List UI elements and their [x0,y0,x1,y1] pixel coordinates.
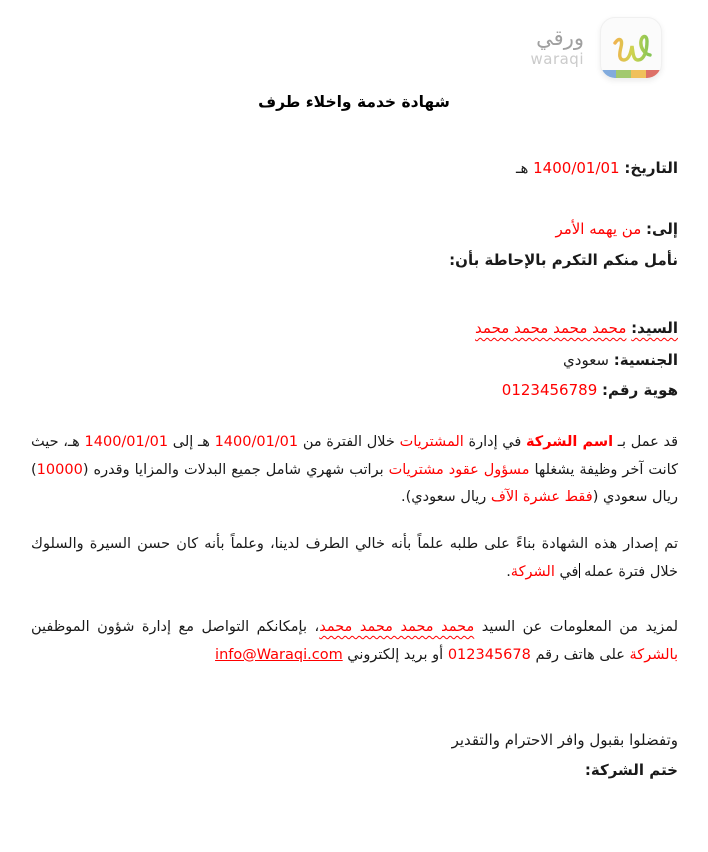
salary-words-value: فقط عشرة الآف [490,489,593,505]
contact-text: أو بريد إلكتروني [342,646,448,663]
employment-text: ريال سعودي). [401,489,491,505]
employee-name-value: محمد محمد محمد محمد [475,319,627,337]
nationality-label: الجنسية: [613,351,678,369]
wordmark-arabic: ورقي [536,26,584,50]
employment-text: خلال الفترة من [298,434,400,450]
contact-text: لمزيد من المعلومات عن السيد [474,619,679,635]
waraqi-logo-icon [600,17,662,79]
contact-paragraph [31,614,678,669]
employment-text: قد عمل بـ [613,434,678,450]
id-number-label: هوية رقم: [602,381,678,399]
salary-value: 10000 [36,461,83,478]
employment-paragraph [31,429,678,512]
employment-text: ) ريال سعودي ( [31,461,678,505]
employee-name-line [30,317,678,339]
company-stamp-label: ختم الشركة: [584,761,678,779]
closing-regards-line: وتفضلوا بقبول وافر الاحترام والتقدير [451,731,678,749]
date-line [30,157,678,179]
rainbow-stripe [601,70,661,78]
employment-text: هـ، حيث كانت آخر وظيفة يشغلها [31,434,678,478]
nationality-line [30,349,678,371]
id-number-line [30,379,678,401]
employee-name-label: السيد: [631,319,678,337]
document-title: شهادة خدمة واخلاء طرف [258,93,450,111]
clearance-text: في [554,563,579,580]
date-label: التاريخ: [624,159,678,177]
employment-text: في إدارة [463,434,526,450]
company-ref-value: بالشركة [629,646,678,663]
email-link[interactable]: info@Waraqi.com [215,646,343,663]
nationality-value: سعودي [563,351,610,369]
clearance-text: تم إصدار هذه الشهادة بناءً على طلبه علماً بأنه خالي الطرف لدينا، وعلماً بأنه كان حسن السيرة والسلوك خلال فترة عمله [31,536,678,580]
w-scribble-icon [601,18,661,78]
employment-text: براتب شهري شامل جميع البدلات والمزايا وقدره ( [82,461,389,478]
intro-line: نأمل منكم التكرم بالإحاطة بأن: [449,251,678,269]
phone-number-value: 012345678 [447,646,531,663]
wordmark-latin: waraqi [530,50,584,68]
date-suffix: هـ [516,159,529,177]
department-value: المشتريات [399,434,464,450]
end-date-value: 1400/01/01 [84,434,169,450]
job-title-value: مسؤول عقود مشتريات [388,461,530,478]
employee-name-ref: محمد محمد محمد محمد [319,619,475,635]
start-date-value: 1400/01/01 [214,434,299,450]
date-value: 1400/01/01 [533,159,620,177]
contact-text: على هاتف رقم [530,646,630,663]
company-name-placeholder: اسم الشركة [525,434,614,450]
company-ref-value: الشركة [510,563,555,580]
contact-text: ، بإمكانكم التواصل مع إدارة شؤون الموظفين [31,619,320,635]
waraqi-wordmark [530,26,584,68]
clearance-text: . [506,563,511,580]
recipient-value: من يهمه الأمر [555,220,642,238]
recipient-label: إلى: [646,220,678,238]
employment-text: هـ إلى [168,434,215,450]
id-number-value: 0123456789 [501,381,598,399]
recipient-line [30,218,678,240]
clearance-paragraph [31,531,678,586]
